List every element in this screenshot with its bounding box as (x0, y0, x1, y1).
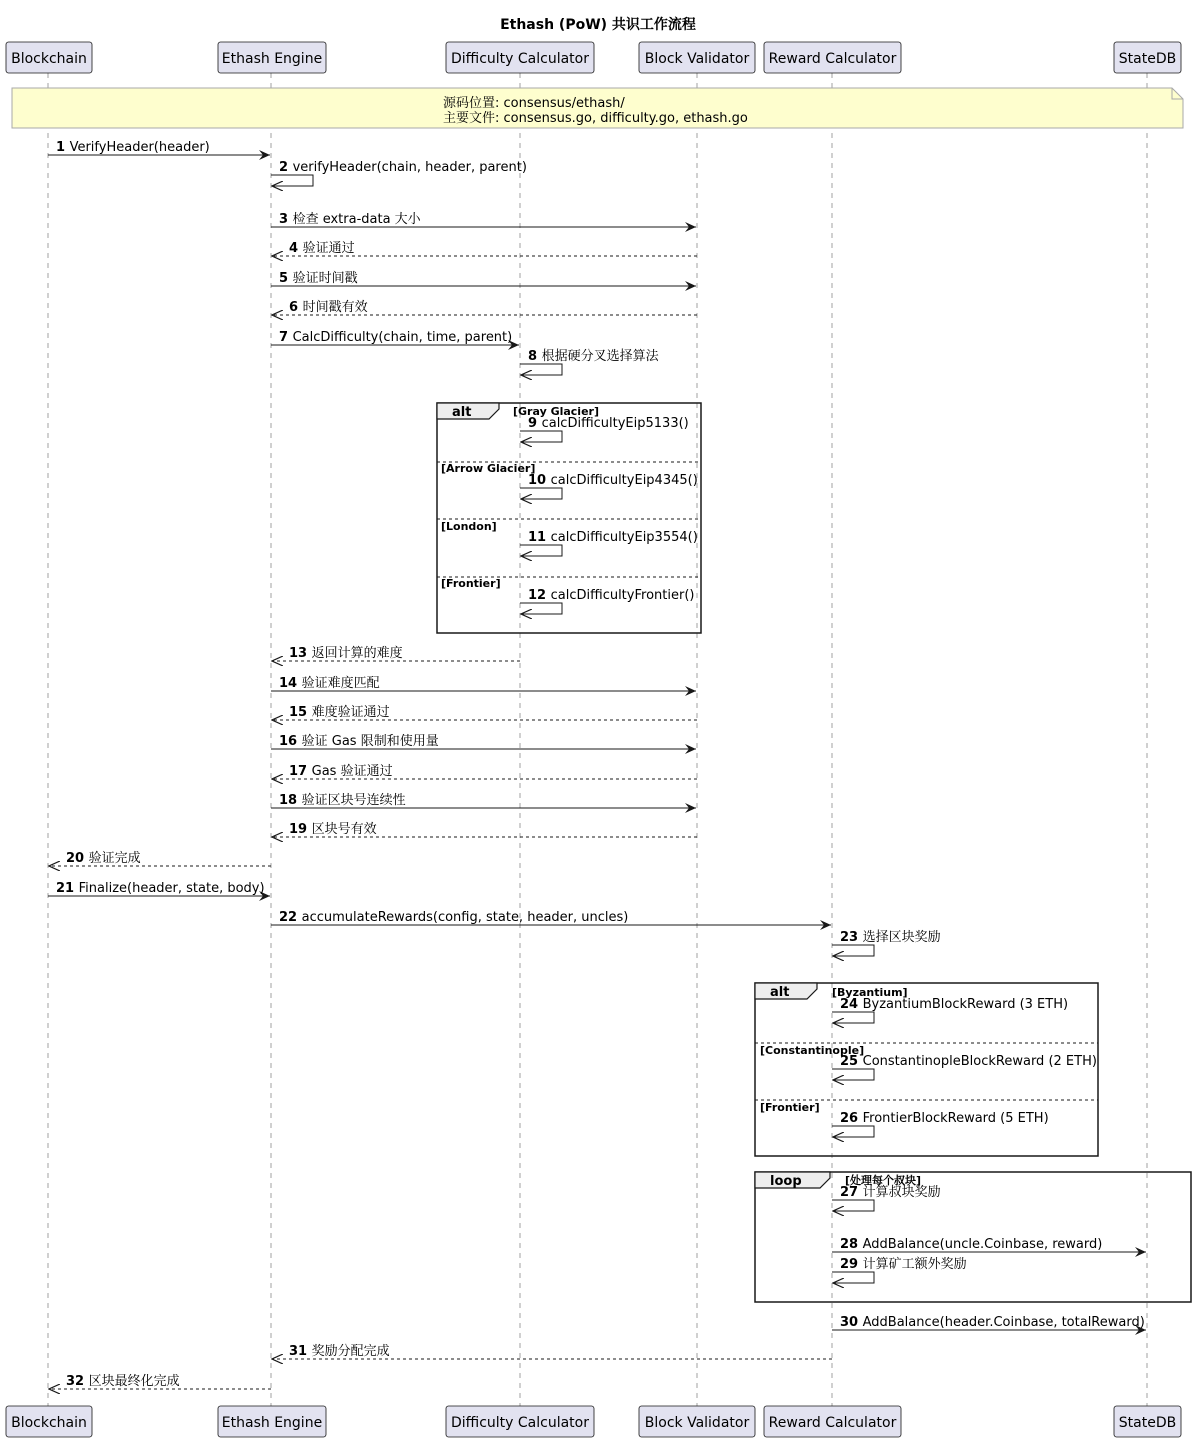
message-label: 11 calcDifficultyEip3554() (528, 530, 698, 545)
message-label: 18 验证区块号连续性 (279, 793, 406, 808)
participant-label: Blockchain (11, 51, 87, 67)
message-label: 9 calcDifficultyEip5133() (528, 416, 689, 431)
message-arrow (832, 1012, 874, 1023)
message-label: 13 返回计算的难度 (289, 646, 403, 661)
message-label: 26 FrontierBlockReward (5 ETH) (840, 1111, 1049, 1126)
message-label: 25 ConstantinopleBlockReward (2 ETH) (840, 1054, 1097, 1069)
participant-label: Blockchain (11, 1415, 87, 1431)
fragment-condition: [Byzantium] (832, 986, 908, 999)
message-label: 5 验证时间戳 (279, 271, 358, 286)
participant-label: Ethash Engine (221, 1415, 323, 1431)
participant-bc-bottom (6, 1406, 92, 1437)
message-25 (832, 1054, 1097, 1080)
message-arrow (520, 488, 562, 499)
message-23 (832, 929, 941, 956)
message-10 (520, 473, 698, 499)
note-line-2: 主要文件: consensus.go, difficulty.go, ethash.go (443, 111, 748, 126)
message-label: 8 根据硬分叉选择算法 (528, 349, 659, 364)
messages (48, 140, 1146, 1389)
message-15 (272, 704, 697, 720)
participants-bottom (6, 1406, 1181, 1437)
message-label: 16 验证 Gas 限制和使用量 (279, 734, 439, 749)
message-label: 7 CalcDifficulty(chain, time, parent) (279, 330, 513, 345)
message-label: 23 选择区块奖励 (840, 930, 941, 945)
message-32 (49, 1373, 271, 1389)
message-label: 14 验证难度匹配 (279, 676, 380, 691)
message-1 (48, 140, 270, 155)
fragment-condition: [Constantinople] (760, 1044, 865, 1057)
message-label: 30 AddBalance(header.Coinbase, totalReward) (840, 1315, 1145, 1330)
fragment-keyword: alt (770, 985, 790, 1000)
participant-label: Ethash Engine (221, 51, 323, 67)
participant-bv-bottom (639, 1406, 755, 1437)
participants-top (6, 42, 1181, 73)
message-24 (832, 997, 1068, 1023)
participant-sd-top (1114, 42, 1181, 73)
participant-label: Reward Calculator (768, 51, 897, 67)
message-arrow (832, 1069, 874, 1080)
message-3 (271, 211, 696, 227)
participant-rc-top (764, 42, 901, 73)
message-label: 10 calcDifficultyEip4345() (528, 473, 698, 488)
message-label: 22 accumulateRewards(config, state, header, uncles) (279, 910, 629, 925)
fragment-condition: [London] (441, 520, 497, 533)
message-label: 32 区块最终化完成 (66, 1374, 180, 1389)
message-8 (520, 348, 660, 375)
message-label: 29 计算矿工额外奖励 (840, 1257, 967, 1272)
message-arrow (520, 364, 562, 375)
message-29 (832, 1256, 967, 1283)
message-12 (520, 588, 694, 614)
message-arrow (832, 945, 874, 956)
message-2 (271, 160, 527, 186)
message-31 (272, 1343, 832, 1359)
note-line-1: 源码位置: consensus/ethash/ (443, 96, 625, 111)
message-arrow (271, 175, 313, 186)
participant-label: StateDB (1118, 1415, 1177, 1431)
participant-dc-bottom (446, 1406, 594, 1437)
message-label: 12 calcDifficultyFrontier() (528, 588, 695, 603)
message-label: 15 难度验证通过 (289, 705, 390, 720)
message-arrow (520, 603, 562, 614)
message-30 (832, 1315, 1146, 1330)
message-label: 28 AddBalance(uncle.Coinbase, reward) (840, 1237, 1103, 1252)
fragment-keyword: loop (770, 1174, 802, 1189)
participant-label: StateDB (1118, 51, 1177, 67)
participant-label: Difficulty Calculator (451, 51, 589, 67)
message-27 (832, 1184, 941, 1211)
message-16 (271, 733, 696, 749)
message-28 (832, 1237, 1146, 1252)
fragment-condition: [Arrow Glacier] (441, 462, 536, 475)
message-label: 19 区块号有效 (289, 822, 377, 837)
message-arrow (832, 1272, 874, 1283)
message-label: 3 检查 extra-data 大小 (279, 212, 421, 227)
message-arrow (520, 545, 562, 556)
message-arrow (832, 1126, 874, 1137)
fragment-condition: [Gray Glacier] (513, 405, 599, 418)
participant-bc-top (6, 42, 92, 73)
message-21 (48, 881, 270, 896)
message-11 (520, 530, 698, 556)
message-4 (272, 240, 697, 256)
message-6 (272, 299, 697, 315)
message-label: 21 Finalize(header, state, body) (56, 881, 265, 896)
participant-label: Block Validator (644, 51, 750, 67)
message-label: 6 时间戳有效 (289, 300, 368, 315)
message-7 (271, 330, 519, 345)
message-label: 31 奖励分配完成 (289, 1344, 390, 1359)
message-5 (271, 270, 696, 286)
participant-bv-top (639, 42, 755, 73)
participant-ee-bottom (218, 1406, 326, 1437)
message-label: 4 验证通过 (289, 241, 355, 256)
fragment-keyword: alt (452, 405, 472, 420)
participant-rc-bottom (764, 1406, 901, 1437)
message-19 (272, 821, 697, 837)
message-18 (271, 792, 696, 808)
message-arrow (832, 1200, 874, 1211)
message-label: 27 计算叔块奖励 (840, 1185, 941, 1200)
fragment-condition: [Frontier] (760, 1101, 820, 1114)
message-arrow (520, 431, 562, 442)
message-label: 1 VerifyHeader(header) (56, 140, 210, 155)
lifelines (48, 73, 1147, 1406)
message-17 (272, 763, 697, 779)
participant-label: Block Validator (644, 1415, 750, 1431)
message-13 (272, 645, 520, 661)
message-14 (271, 675, 696, 691)
message-label: 2 verifyHeader(chain, header, parent) (279, 160, 527, 175)
diagram-title: Ethash (PoW) 共识工作流程 (500, 17, 696, 33)
fragment-condition: [处理每个叔块] (845, 1174, 922, 1187)
participant-dc-top (446, 42, 594, 73)
participant-ee-top (218, 42, 326, 73)
participant-sd-bottom (1114, 1406, 1181, 1437)
message-label: 24 ByzantiumBlockReward (3 ETH) (840, 997, 1069, 1012)
message-9 (520, 416, 689, 442)
message-22 (271, 910, 831, 925)
participant-label: Difficulty Calculator (451, 1415, 589, 1431)
message-26 (832, 1111, 1049, 1137)
message-20 (49, 850, 271, 866)
source-note (12, 88, 1183, 128)
participant-label: Reward Calculator (768, 1415, 897, 1431)
message-label: 20 验证完成 (66, 851, 141, 866)
fragment-condition: [Frontier] (441, 577, 501, 590)
message-label: 17 Gas 验证通过 (289, 764, 393, 779)
